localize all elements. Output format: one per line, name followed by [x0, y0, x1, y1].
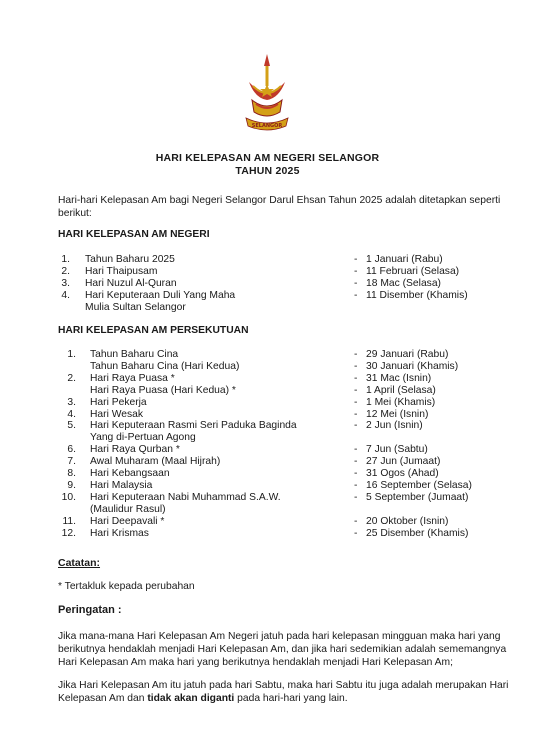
holiday-date: 16 September (Selasa)	[366, 479, 472, 491]
holiday-date: 20 Oktober (Isnin)	[366, 515, 449, 527]
holiday-number: 12.	[61, 527, 76, 539]
holiday-name: Hari Raya Puasa (Hari Kedua) *	[90, 384, 236, 396]
holiday-number: 7.	[67, 456, 76, 468]
holiday-dash: -	[354, 289, 358, 301]
holiday-date: 30 Januari (Khamis)	[366, 360, 459, 372]
holiday-number: 3.	[61, 277, 70, 289]
holiday-date: 2 Jun (Isnin)	[366, 420, 423, 432]
holiday-number: 1.	[61, 254, 70, 265]
warning-paragraph-1: Jika mana-mana Hari Kelepasan Am Negeri jatuh pada hari kelepasan mingguan maka hari yang berikutnya hendaklah menjadi Hari Kelepasan Am, dan jika hari sedemikian adalah sememangnya Hari Kelepasan Am maka hari yang berikutnya hendaklah menjadi Hari Kelepasan Am;	[58, 631, 507, 668]
holiday-dash: -	[354, 360, 358, 372]
holiday-name: Hari Kebangsaan	[90, 468, 170, 479]
holiday-number: 2.	[67, 372, 76, 384]
holiday-name: Hari Keputeraan Nabi Muhammad S.A.W.	[90, 491, 281, 503]
holiday-name: (Maulidur Rasul)	[90, 503, 166, 515]
holiday-dash: -	[354, 277, 358, 289]
holiday-date: 31 Ogos (Ahad)	[366, 468, 439, 479]
warning-paragraph-2-text: Jika Hari Kelepasan Am itu jatuh pada hari Sabtu, maka hari Sabtu itu juga adalah merupakan Hari Kelepasan Am dan	[58, 680, 509, 704]
holiday-date: 1 Mei (Khamis)	[366, 396, 436, 408]
holiday-number: 2.	[61, 265, 70, 277]
holiday-name: Tahun Baharu 2025	[85, 254, 175, 265]
holiday-number: 6.	[67, 444, 76, 456]
holiday-number: 1.	[67, 349, 76, 360]
holiday-date: 7 Jun (Sabtu)	[366, 444, 428, 456]
holiday-name: Tahun Baharu Cina (Hari Kedua)	[90, 360, 240, 372]
holiday-dash: -	[354, 444, 358, 456]
state-holidays-heading: HARI KELEPASAN AM NEGERI	[58, 229, 210, 240]
holiday-dash: -	[354, 456, 358, 468]
holiday-number: 9.	[67, 479, 76, 491]
holiday-date: 11 Disember (Khamis)	[366, 289, 468, 301]
notes-heading: Catatan:	[58, 557, 101, 569]
holiday-date: 25 Disember (Khamis)	[366, 527, 469, 539]
page-title: HARI KELEPASAN AM NEGERI SELANGOR	[155, 152, 380, 164]
holiday-date: 11 Februari (Selasa)	[366, 265, 460, 277]
holiday-name: Hari Nuzul Al-Quran	[85, 277, 177, 289]
holiday-name: Hari Raya Qurban *	[90, 444, 180, 456]
holiday-name: Awal Muharam (Maal Hijrah)	[90, 456, 221, 468]
notes-text: * Tertakluk kepada perubahan	[58, 581, 195, 592]
holiday-date: 31 Mac (Isnin)	[366, 372, 432, 384]
holiday-dash: -	[354, 396, 358, 408]
holiday-date: 12 Mei (Isnin)	[366, 408, 429, 420]
warning-heading: Peringatan :	[58, 604, 122, 616]
holiday-dash: -	[354, 372, 358, 384]
holiday-name: Hari Keputeraan Rasmi Seri Paduka Baginda	[90, 420, 297, 432]
holiday-date: 27 Jun (Jumaat)	[366, 456, 441, 468]
holiday-dash: -	[354, 254, 358, 265]
holiday-date: 29 Januari (Rabu)	[366, 349, 449, 360]
holiday-date: 1 Januari (Rabu)	[366, 254, 443, 265]
holiday-name: Hari Krismas	[90, 527, 149, 539]
holiday-dash: -	[354, 515, 358, 527]
page-subtitle: TAHUN 2025	[235, 165, 300, 177]
holiday-name: Mulia Sultan Selangor	[85, 301, 186, 313]
holiday-number: 5.	[67, 420, 76, 432]
holiday-name: Yang di-Pertuan Agong	[90, 432, 196, 444]
holiday-name: Tahun Baharu Cina	[90, 349, 179, 360]
holiday-date: 1 April (Selasa)	[366, 384, 436, 396]
holiday-number: 4.	[61, 289, 70, 301]
holiday-dash: -	[354, 384, 358, 396]
federal-holidays-heading: HARI KELEPASAN AM PERSEKUTUAN	[58, 325, 249, 336]
holiday-dash: -	[354, 265, 358, 277]
holiday-dash: -	[354, 479, 358, 491]
intro-paragraph: Hari-hari Kelepasan Am bagi Negeri Selangor Darul Ehsan Tahun 2025 adalah ditetapkan seperti berikut:	[58, 195, 501, 219]
holiday-name: Hari Malaysia	[90, 479, 153, 491]
selangor-emblem-icon	[239, 52, 295, 136]
holiday-dash: -	[354, 527, 358, 539]
holiday-name: Hari Deepavali *	[90, 515, 165, 527]
holiday-name: Hari Thaipusam	[85, 265, 158, 277]
holiday-name: Hari Wesak	[90, 408, 144, 420]
holiday-dash: -	[354, 349, 358, 360]
holiday-dash: -	[354, 420, 358, 432]
holiday-number: 8.	[67, 468, 76, 479]
holiday-dash: -	[354, 408, 358, 420]
holiday-date: 5 September (Jumaat)	[366, 491, 469, 503]
warning-emphasis: tidak akan diganti	[147, 693, 235, 704]
warning-paragraph-2	[58, 679, 520, 705]
holiday-dash: -	[354, 468, 358, 479]
warning-paragraph-2-end: pada hari-hari yang lain.	[234, 693, 348, 704]
emblem-ribbon-text: SELANGOR	[251, 123, 283, 129]
holiday-number: 11.	[62, 515, 76, 527]
holiday-number: 4.	[67, 408, 76, 420]
holiday-name: Hari Pekerja	[90, 396, 147, 408]
holiday-name: Hari Keputeraan Duli Yang Maha	[85, 289, 236, 301]
holiday-number: 10.	[61, 491, 76, 503]
holiday-dash: -	[354, 491, 358, 503]
holiday-name: Hari Raya Puasa *	[90, 372, 175, 384]
holiday-date: 18 Mac (Selasa)	[366, 277, 441, 289]
holiday-number: 3.	[67, 396, 76, 408]
